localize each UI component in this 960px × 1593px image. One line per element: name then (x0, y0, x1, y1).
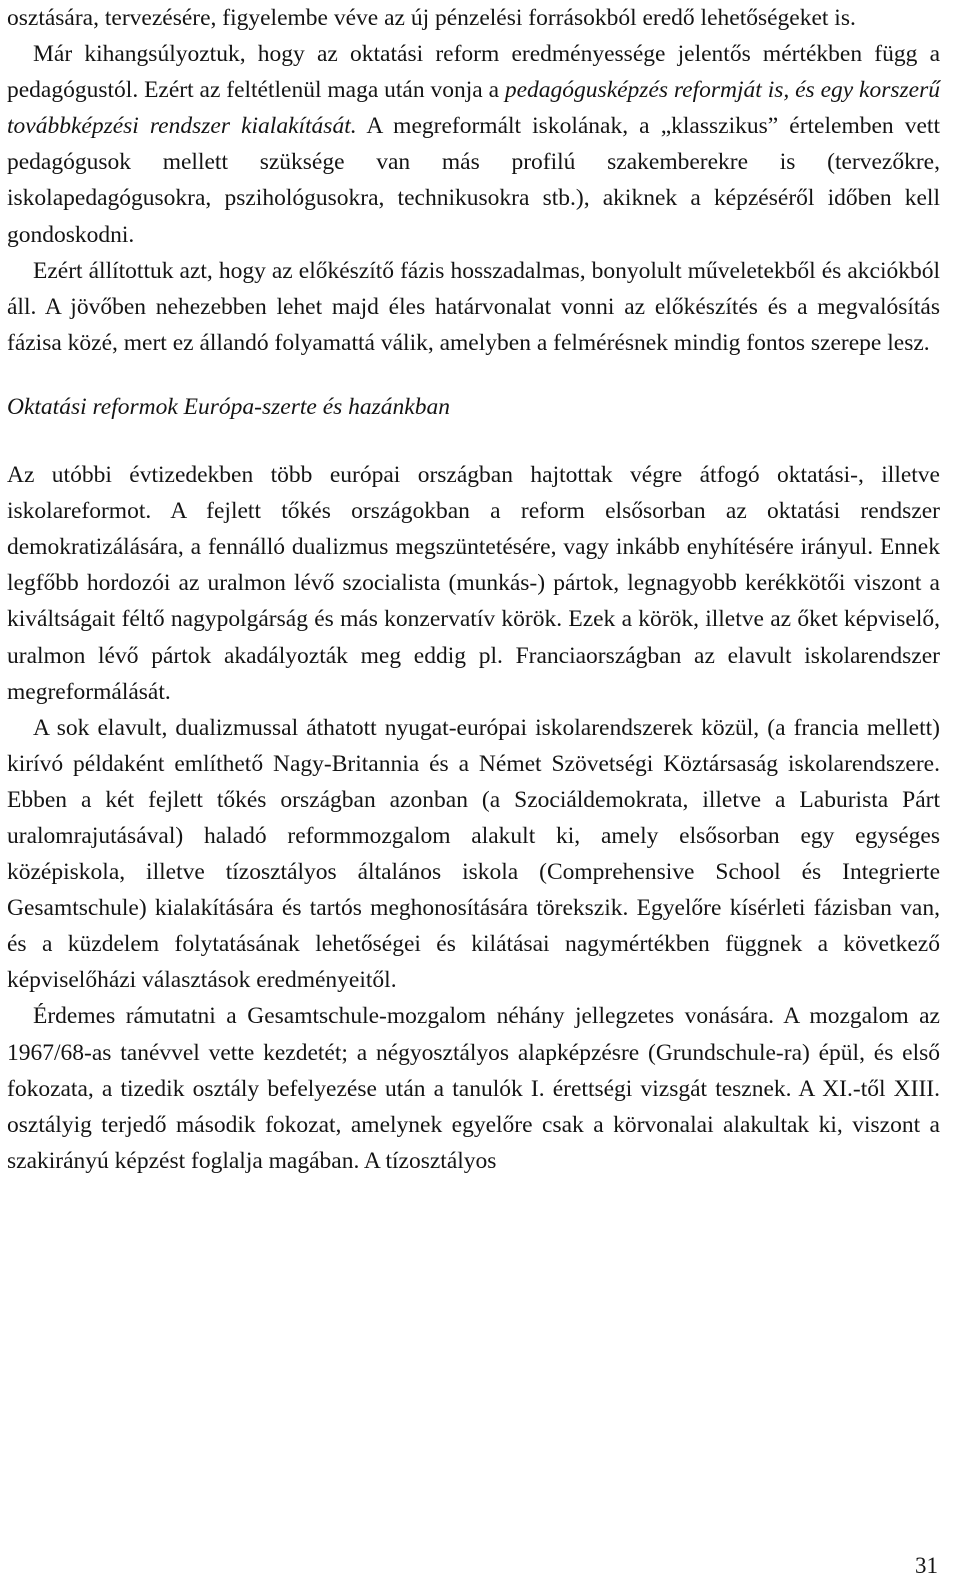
page-number: 31 (915, 1553, 938, 1578)
paragraph-2-end: A megreformált iskolának, a „klasszikus” értelemben vett pedagógusok mellett szüksége van más profilú szakemberekre is (tervezőkre, iskolapedagógusokra, pszihológusokra, technikusokra stb.), akiknek a képzéséről időben kell gondoskodni. (7, 113, 940, 248)
paragraph-3: Ezért állítottuk azt, hogy az előkészítő fázis hosszadalmas, bonyolult műveletekből és akciókból áll. A jövőben nehezebben lehet majd éles határvonalat vonni az előkészítés és a megvalósítás fázisa közé, mert ez állandó folyamattá válik, amelyben a felmérésnek mindig fontos szerepe lesz. (7, 257, 940, 356)
paragraph-2 (7, 36, 940, 253)
document-page (7, 0, 940, 1179)
paragraph-1: osztására, tervezésére, figyelembe véve az új pénzelési forrásokból eredő lehetőségeket is. (7, 5, 856, 31)
paragraph-5: A sok elavult, dualizmussal áthatott nyugat-európai iskolarendszerek közül, (a francia mellett) kirívó példaként említhető Nagy-Britannia és a Német Szövetségi Köztársaság iskolarendszere. Ebben a két fejlett tőkés országban azonban (a Szociáldemokrata, illetve a Laburista Párt uralomrajutásával) haladó reformmozgalom alakult ki, amely elsősorban egy egységes középiskola, illetve tízosztályos általános iskola (Comprehensive School és Integrierte Gesamtschule) kialakítására és tartós meghonosítására törekszik. Egyelőre kísérleti fázisban van, és a küzdelem folytatásának lehetőségei és kilátásai nagymértékben függnek a következő képviselőházi választások eredményeitől. (7, 714, 940, 994)
section-heading: Oktatási reformok Európa-szerte és hazánkban (7, 393, 450, 420)
paragraph-4: Az utóbbi évtizedekben több európai országban hajtottak végre átfogó oktatási-, illetve iskolareformot. A fejlett tőkés országokban a reform elsősorban az oktatási rendszer demokratizálására, a fennálló dualizmus megszüntetésére, vagy inkább enyhítésére irányul. Ennek legfőbb hordozói az uralmon lévő szocialista (munkás-) pártok, legnagyobb kerékkötői viszont a kiváltságait féltő nagypolgárság és más konzervatív körök. Ezek a körök, illetve az őket képviselő, uralmon lévő pártok akadályozták meg eddig pl. Franciaországban az elavult iskolarendszer megreformálását. (7, 462, 940, 705)
paragraph-2-emphasis: pedagógusképzés reformját is, és egy korszerű továbbképzési rendszer kialakítását. (7, 77, 940, 140)
paragraph-6: Érdemes rámutatni a Gesamtschule-mozgalom néhány jellegzetes vonására. A mozgalom az 1967/68-as tanévvel vette kezdetét; a négyosztályos alapképzésre (Grundschule-ra) épül, és első fokozata, a tizedik osztály befelyezése után a tanulók I. érettségi vizsgát tesznek. A XI.-től XIII. osztályig terjedő második fokozat, amelynek egyelőre csak a körvonalai alakultak ki, viszont a szakirányú képzést foglalja magában. A tízosztályos (7, 1003, 940, 1174)
paragraph-2-start: Már kihangsúlyoztuk, hogy az oktatási reform eredményessége jelentős mértékben függ a pedagógustól. Ezért az feltétlenül maga után vonja a (7, 41, 940, 104)
